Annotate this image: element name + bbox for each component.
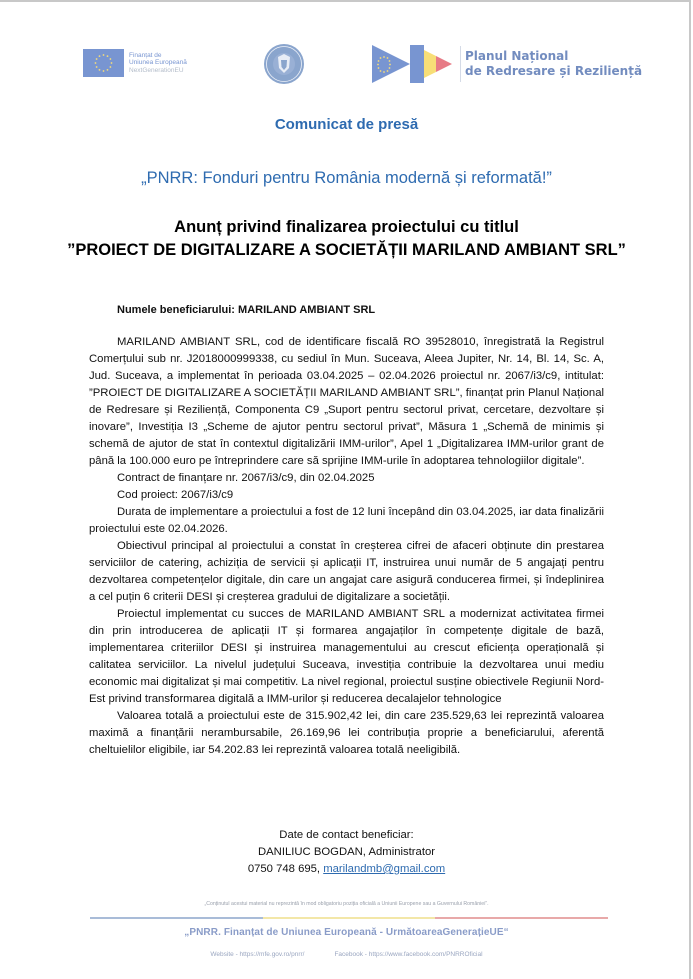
body-paragraph-duration: Durata de implementare a proiectului a fost de 12 luni începând din 03.04.2025, iar data finalizării proiectului este 02.04.2026. <box>89 506 604 535</box>
body-paragraph-project-code: Cod proiect: 2067/i3/c9 <box>117 489 234 501</box>
announcement-body <box>89 302 604 759</box>
contact-email-link[interactable]: marilandmb@gmail.com <box>323 863 446 875</box>
body-paragraph-value: Valoarea totală a proiectului este de 315.902,42 lei, din care 235.529,63 lei reprezintă valoarea maximă a finanțării nerambursabile, 26.169,96 lei contribuția proprie a beneficiarului, aferentă cheltuielilor eligibile, iar 54.202.83 lei reprezintă valoarea totală neeligibilă. <box>89 710 604 756</box>
eu-logo-line3: NextGenerationEU <box>129 66 184 74</box>
contact-person: DANILIUC BOGDAN, Administrator <box>257 846 436 858</box>
pnrr-arrow-mark-icon <box>372 44 458 84</box>
pnrr-logo-text <box>465 49 642 79</box>
body-paragraph-results: Proiectul implementat cu succes de MARILAND AMBIANT SRL a modernizat activitatea firmei din prin introducerea de aplicații IT și formarea angajaților în competențe digitale de bază, implementarea criteriilor DESI și instruirea managementului au crescut eficiența operațională și calitatea serviciilor. La nivelul județului Suceava, investiția contribuie la dezvoltarea unui mediu economic mai digitalizat și mai competitiv. La nivel regional, proiectul susține obiectivele Regiunii Nord-Est privind transformarea digitală a IMM-urilor și reducerea decalajelor tehnologice <box>89 608 604 705</box>
announcement-title-line2: ”PROIECT DE DIGITALIZARE A SOCIETĂȚII MARILAND AMBIANT SRL” <box>67 241 626 259</box>
press-release-heading: Comunicat de presă <box>274 116 419 133</box>
tricolor-red-segment <box>435 917 608 919</box>
slogan-heading: „PNRR: Fonduri pentru România modernă și reformată!” <box>141 169 552 187</box>
announcement-title-line1: Anunț privind finalizarea proiectului cu titlul <box>174 218 519 236</box>
contact-heading: Date de contact beneficiar: <box>279 829 414 841</box>
pnrr-logo <box>372 44 642 84</box>
beneficiary-name: Numele beneficiarului: MARILAND AMBIANT SRL <box>117 304 376 316</box>
eu-logo-line2: Uniunea Europeană <box>129 59 187 67</box>
pnrr-logo-separator <box>460 46 461 82</box>
eu-logo-text <box>129 52 187 75</box>
footer-slogan: „PNRR. Finanțat de Uniunea Europeană - UrmătoareaGenerațieUE“ <box>184 927 509 938</box>
tricolor-yellow-segment <box>263 917 436 919</box>
footer-facebook-link[interactable]: Facebook - https://www.facebook.com/PNRROficial <box>334 951 483 958</box>
body-paragraph-contract: Contract de finanțare nr. 2067/i3/c9, din 02.04.2025 <box>117 472 375 484</box>
body-paragraph-company-details: MARILAND AMBIANT SRL, cod de identificare fiscală RO 39528010, înregistrată la Registrul Comerțului sub nr. J2018000999338, cu sediul în Mun. Suceava, Aleea Jupiter, Nr. 14, Bl. 14, Sc. A, Jud. Suceava, a implementat în perioada 03.04.2025 – 02.04.2026 proiectul nr. 2067/i3/c9, intitulat: ”PROIECT DE DIGITALIZARE A SOCIETĂȚII MARILAND AMBIANT SRL”, finanțat prin Planul Național de Redresare și Reziliență, Componenta C9 „Suport pentru sectorul privat, cercetare, dezvoltare și inovare”, Investiția I3 „Scheme de ajutor pentru sectorul privat”, Măsura 1 „Schemă de minimis și schemă de ajutor de stat în contextul digitalizării IMM-urilor”, Apel 1 „Digitalizarea IMM-urilor grant de până la 100.000 euro pe întreprindere care să sprijine IMM-urile în adoptarea tehnologiilor digitale”. <box>89 336 604 467</box>
footer-links <box>0 951 693 958</box>
pnrr-logo-line1: Planul Național <box>465 49 569 63</box>
eu-logo-line1: Finanțat de <box>129 51 162 59</box>
announcement-title <box>0 216 693 262</box>
contact-phone: 0750 748 695, <box>247 863 324 875</box>
eu-flag-icon <box>83 49 124 77</box>
body-paragraph-objective: Obiectivul principal al proiectului a constat în creșterea cifrei de afaceri obținute din prestarea serviciilor de catering, achiziția de servicii și aplicații IT, instruirea unui număr de 5 angajați pentru dezvoltarea competențelor digitale, din care un angajat care asigură conducerea firmei, și îndeplinirea a cel puțin 6 criterii DESI și creșterea gradului de digitalizare a societății. <box>89 540 604 603</box>
footer-website-link[interactable]: Website - https://mfe.gov.ro/pnrr/ <box>210 951 305 958</box>
footer-disclaimer: „Conținutul acestui material nu reprezintă în mod obligatoriu poziția oficială a Uniunii Europene sau a Guvernului României”. <box>204 901 489 907</box>
tricolor-blue-segment <box>90 917 263 919</box>
government-seal-logo <box>263 43 305 85</box>
pnrr-logo-line2: de Redresare și Reziliență <box>465 64 643 78</box>
footer-tricolor-divider <box>90 917 608 919</box>
contact-block <box>0 827 693 878</box>
eu-funding-logo <box>83 49 187 77</box>
contact-line <box>0 861 693 878</box>
